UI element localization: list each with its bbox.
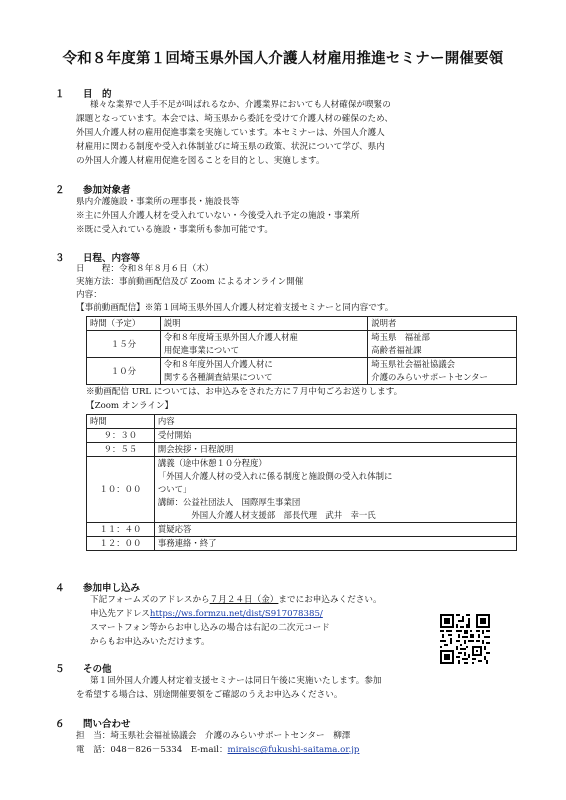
section-5-number: ５ xyxy=(55,664,65,675)
video-caption: 【事前動画配信】※第１回埼玉県外国人介護人材定着支援セミナーと同内容です。 xyxy=(76,303,394,313)
section-2-title: 参加対象者 xyxy=(83,185,131,196)
cell-line: 関する各種調査結果について xyxy=(163,372,273,382)
purpose-line-5: の外国人介護人材雇用促進を図ることを目的とし、実施します。 xyxy=(76,156,325,166)
cell-line: 外国人介護人材支援部 部長代理 武井 幸一氏 xyxy=(157,510,376,520)
section-3-number: ３ xyxy=(55,253,65,264)
video-schedule-table xyxy=(86,316,517,385)
target-line-2: ※主に外国人介護人材を受入れていない・今後受入れ予定の施設・事業所 xyxy=(76,211,360,221)
section-5-heading xyxy=(55,661,112,675)
table-cell-content: 質疑応答 xyxy=(154,523,516,537)
schedule-content-label: 内容： xyxy=(76,290,102,300)
table-cell-presenter xyxy=(368,331,517,358)
table-cell-desc xyxy=(160,331,367,358)
table-header-row xyxy=(87,317,517,331)
purpose-line-4: 材雇用に関わる制度や受入れ体制並びに埼玉県の政策、状況について学び、県内 xyxy=(76,142,385,152)
table-cell-time: １１：４０ xyxy=(87,523,155,537)
table-header-cell: 説明者 xyxy=(368,317,517,331)
zoom-schedule-table xyxy=(86,414,517,551)
contact-person: 担 当：埼玉県社会福祉協議会 介護のみらいサポートセンター 柳澤 xyxy=(76,731,351,741)
cell-line: 「外国人介護人材の受入れに係る制度と施設側の受入れ体制に xyxy=(157,471,393,481)
video-note: ※動画配信 URL については、お申込みをされた方に７月中旬ごろお送りします。 xyxy=(86,387,403,397)
section-6-heading xyxy=(55,716,131,730)
section-6-title: 問い合わせ xyxy=(83,719,131,730)
section-4-heading xyxy=(55,580,140,594)
apply-deadline: ７月２４日（金） xyxy=(209,595,279,605)
section-1-title: 目 的 xyxy=(83,89,112,100)
schedule-date: 日 程：令和８年８月６日（木） xyxy=(76,264,214,274)
cell-line: 介護のみらいサポートセンター xyxy=(371,372,488,382)
apply-form-link[interactable]: https://ws.formzu.net/dist/S917078385/ xyxy=(149,609,323,619)
table-row xyxy=(87,457,517,523)
section-6-number: ６ xyxy=(55,719,65,730)
apply-line-1 xyxy=(90,593,382,607)
cell-line: 令和８年度埼玉県外国人介護人材雇 xyxy=(163,332,298,342)
qr-code-icon[interactable] xyxy=(440,614,490,664)
table-cell-desc xyxy=(160,358,367,385)
apply-address-label: 申込先アドレス xyxy=(90,609,150,619)
apply-text: までにお申込みください。 xyxy=(278,595,382,605)
table-cell-presenter xyxy=(368,358,517,385)
table-cell-content: 開会挨拶・日程説明 xyxy=(154,443,516,457)
apply-line-4: からもお申込みいただけます。 xyxy=(90,637,210,647)
zoom-caption: 【Zoom オンライン】 xyxy=(86,401,174,411)
table-cell-time: １５分 xyxy=(87,331,161,358)
table-cell-time: １０分 xyxy=(87,358,161,385)
table-cell-time: １２：００ xyxy=(87,537,155,551)
cell-line: 用促進事業について xyxy=(163,345,240,355)
section-3-title: 日程、内容等 xyxy=(83,253,141,264)
document-title: 令和８年度第１回埼玉県外国人介護人材雇用推進セミナー開催要領 xyxy=(62,51,504,67)
cell-line: 講師：公益社団法人 国際厚生事業団 xyxy=(157,497,301,507)
schedule-method: 実施方法：事前動画配信及び Zoom によるオンライン開催 xyxy=(76,277,304,287)
apply-text: 下記フォームズのアドレスから xyxy=(90,595,210,605)
other-line-2: を希望する場合は、別途開催要領をご確認のうえお申込みください。 xyxy=(76,690,343,700)
table-row xyxy=(87,358,517,385)
table-row xyxy=(87,429,517,443)
table-cell-content: 事務連絡・終了 xyxy=(154,537,516,551)
purpose-line-3: 外国人介護人材の雇用促進事業を実施しています。本セミナーは、外国人介護人 xyxy=(76,128,385,138)
cell-line: 埼玉県社会福祉協議会 xyxy=(371,359,455,369)
section-4-title: 参加申し込み xyxy=(83,583,141,594)
purpose-line-1: 様々な業界で人手不足が叫ばれるなか、介護業界においても人材確保が喫緊の xyxy=(90,100,391,110)
cell-line: ついて」 xyxy=(157,484,192,494)
table-row xyxy=(87,537,517,551)
table-cell-time: ９：３０ xyxy=(87,429,155,443)
table-header-cell: 時間 xyxy=(87,415,155,429)
section-1-number: １ xyxy=(55,89,65,100)
table-cell-time: １０：００ xyxy=(87,457,155,523)
table-cell-time: ９：５５ xyxy=(87,443,155,457)
table-row xyxy=(87,523,517,537)
contact-phone: 電 話：048－826－5334 E-mail： xyxy=(76,745,228,755)
target-line-1: 県内介護施設・事業所の理事長・施設長等 xyxy=(76,197,240,207)
table-row xyxy=(87,331,517,358)
table-cell-content xyxy=(154,457,516,523)
cell-line: 埼玉県 福祉部 xyxy=(371,332,430,342)
purpose-line-2: 課題となっています。本会では、埼玉県から委託を受けて介護人材の確保のため、 xyxy=(76,114,393,124)
cell-line: 講義（途中休憩１０分程度） xyxy=(157,458,267,468)
table-header-cell: 内容 xyxy=(154,415,516,429)
table-header-cell: 説明 xyxy=(160,317,367,331)
section-5-title: その他 xyxy=(83,664,112,675)
apply-line-2 xyxy=(90,607,323,621)
table-header-cell: 時間（予定） xyxy=(87,317,161,331)
section-4-number: ４ xyxy=(55,583,65,594)
other-line-1: 第１回外国人介護人材定着支援セミナーは同日午後に実施いたします。参加 xyxy=(90,676,382,686)
section-2-number: ２ xyxy=(55,185,65,196)
table-cell-content: 受付開始 xyxy=(154,429,516,443)
cell-line: 高齢者福祉課 xyxy=(371,345,422,355)
table-row xyxy=(87,443,517,457)
cell-line: 令和８年度外国人介護人材に xyxy=(163,359,273,369)
table-header-row xyxy=(87,415,517,429)
target-line-3: ※既に受入れている施設・事業所も参加可能です。 xyxy=(76,225,273,235)
contact-email-link[interactable]: miraisc@fukushi-saitama.or.jp xyxy=(227,745,360,755)
contact-phone-line xyxy=(76,743,359,757)
section-2-heading xyxy=(55,182,131,196)
apply-line-3: スマートフォン等からお申し込みの場合は右記の二次元コード xyxy=(90,623,330,633)
